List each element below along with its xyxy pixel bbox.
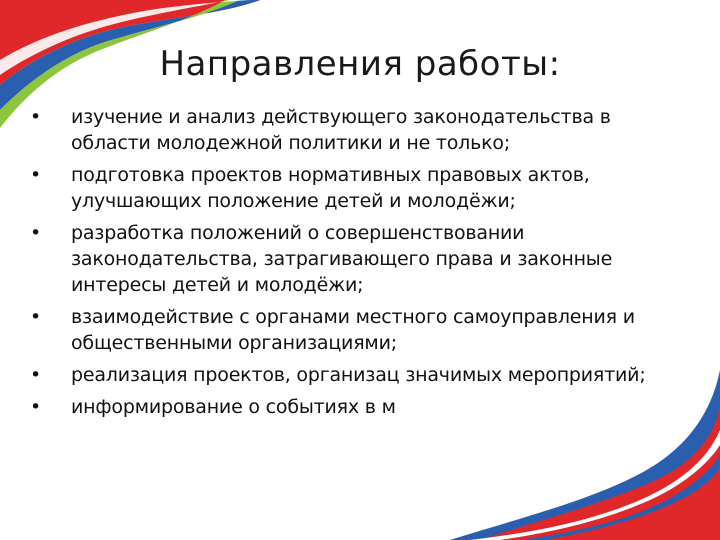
list-item xyxy=(30,304,670,356)
list-item xyxy=(30,104,670,156)
bullet-text: разработка положений о совершенствовании законодательства, затрагивающего права и законные интересы детей и молодёжи; xyxy=(71,222,613,296)
bullet-icon: • xyxy=(30,222,42,244)
bullet-icon: • xyxy=(30,106,42,128)
bullet-icon: • xyxy=(30,306,42,328)
slide-title: Направления работы: xyxy=(159,44,561,84)
list-item xyxy=(30,220,670,298)
bullet-list xyxy=(30,104,670,426)
bullet-text: взаимодействие с органами местного самоуправления и общественными организациями; xyxy=(71,306,635,354)
list-item xyxy=(30,162,670,214)
bullet-text: информирование о событиях в м xyxy=(71,396,396,418)
bullet-text: реализация проектов, организац значимых мероприятий; xyxy=(71,364,646,386)
bullet-text: подготовка проектов нормативных правовых актов, улучшающих положение детей и молодёжи; xyxy=(71,164,590,212)
bullet-icon: • xyxy=(30,364,42,386)
list-item xyxy=(30,362,670,388)
bullet-icon: • xyxy=(30,164,42,186)
bullet-icon: • xyxy=(30,396,42,418)
list-item xyxy=(30,394,670,420)
bullet-text: изучение и анализ действующего законодательства в области молодежной политики и не только; xyxy=(71,106,611,154)
